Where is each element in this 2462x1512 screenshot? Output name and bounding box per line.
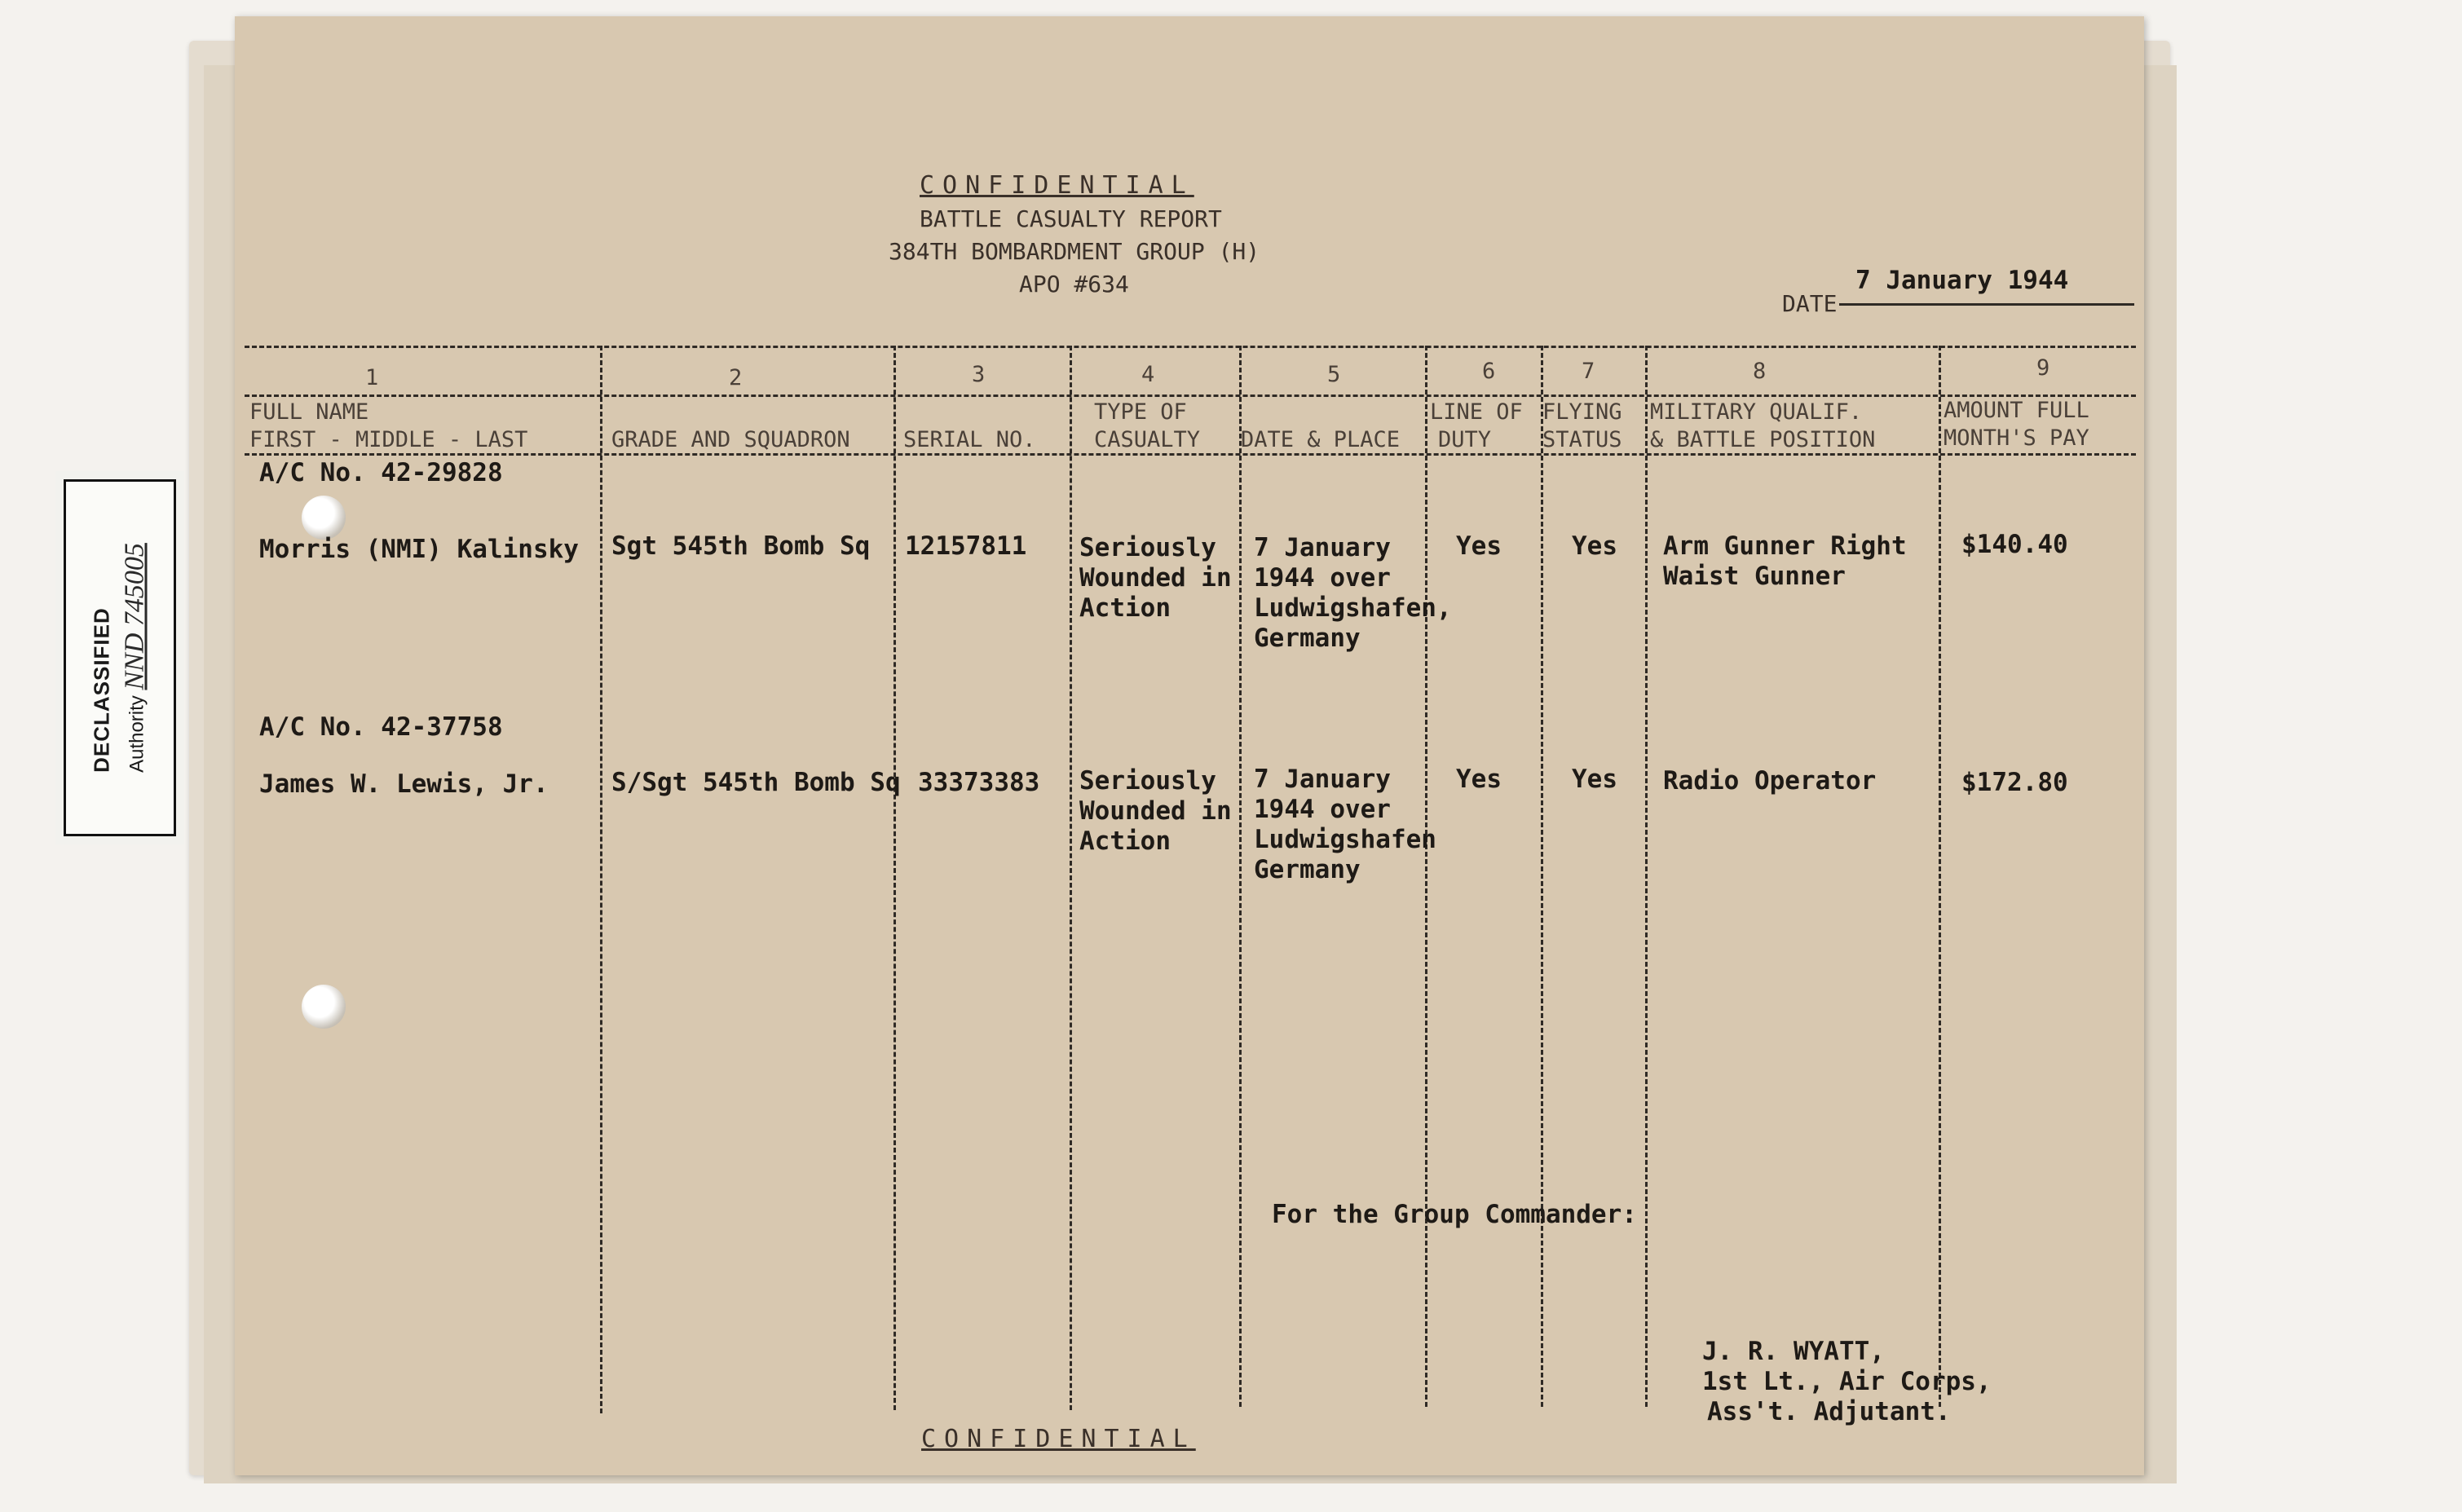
column-divider [1239,346,1242,1407]
date-place [1254,533,1452,654]
column-number: 8 [1753,359,1767,384]
punch-hole [302,496,346,540]
column-header-flying-sub: STATUS [1542,427,1622,452]
column-number: 4 [1141,362,1155,387]
line-of-duty: Yes [1456,765,1502,794]
stamp-authority-label: Authority [126,695,148,773]
casualty-line: Seriously [1079,766,1216,796]
line-of-duty: Yes [1456,531,1502,561]
date-place-line: Ludwigshafen [1254,825,1436,854]
casualty-type [1079,533,1232,624]
report-title: BATTLE CASUALTY REPORT [920,205,1222,232]
serial-number: 12157811 [905,531,1027,561]
apo-number: APO #634 [1019,271,1129,298]
column-header-flying: FLYING [1542,399,1622,425]
column-header-grade: GRADE AND SQUADRON [611,427,850,452]
column-number: 5 [1327,362,1341,387]
confidential-heading: CONFIDENTIAL [920,171,1194,200]
column-header-full-name-sub: FIRST - MIDDLE - LAST [249,427,528,452]
battle-position [1663,766,1876,796]
signer-title: Ass't. Adjutant. [1707,1397,1951,1426]
column-number: 6 [1482,359,1496,384]
battle-position-line: Radio Operator [1663,766,1877,796]
date-underline [1839,303,2134,306]
date-place-line: Germany [1254,624,1361,653]
battle-position-line: Arm Gunner Right [1663,531,1907,561]
date-place-line: 1944 over [1254,563,1391,593]
battle-position [1663,531,1907,592]
date-label: DATE [1782,290,1838,317]
signer-name: J. R. WYATT, [1702,1337,1885,1366]
stamp-label: DECLASSIFIED [89,607,114,773]
column-header-date-place: DATE & PLACE [1241,427,1401,452]
monthly-pay: $172.80 [1961,768,2068,797]
column-header-line-of-duty-sub: DUTY [1438,427,1492,452]
column-header-casualty: TYPE OF [1094,399,1187,425]
casualty-line: Wounded in [1079,563,1232,593]
date-place [1254,765,1436,885]
flying-status: Yes [1572,531,1617,561]
casualty-line: Wounded in [1079,796,1232,826]
full-name: Morris (NMI) Kalinsky [259,535,579,564]
casualty-line: Action [1079,827,1171,856]
column-header-pay-sub: MONTH'S PAY [1944,425,2089,451]
table-body-rule [245,453,2136,456]
aircraft-number: A/C No. 42-29828 [259,458,503,487]
column-header-line-of-duty: LINE OF [1430,399,1523,425]
flying-status: Yes [1572,765,1617,794]
punch-hole [302,985,346,1029]
full-name: James W. Lewis, Jr. [259,769,549,799]
report-page [235,16,2144,1475]
column-divider [1645,346,1648,1407]
column-divider [1541,346,1543,1407]
date-place-line: Germany [1254,855,1361,884]
aircraft-number: A/C No. 42-37758 [259,712,503,742]
casualty-line: Seriously [1079,533,1216,562]
grade-squadron: S/Sgt 545th Bomb Sq [611,768,901,797]
column-number: 7 [1582,359,1595,384]
monthly-pay: $140.40 [1961,530,2068,559]
signer-rank: 1st Lt., Air Corps, [1702,1367,1992,1396]
column-header-qualification-sub: & BATTLE POSITION [1650,427,1876,452]
column-header-serial: SERIAL NO. [903,427,1036,452]
column-header-pay: AMOUNT FULL [1944,398,2089,423]
for-group-commander: For the Group Commander: [1272,1200,1637,1229]
column-divider [1070,346,1072,1410]
date-place-line: Ludwigshafen, [1254,593,1452,623]
column-header-full-name: FULL NAME [249,399,369,425]
serial-number: 33373383 [918,768,1040,797]
date-place-line: 7 January [1254,533,1391,562]
stamp-authority [120,543,151,773]
column-number: 2 [729,365,743,390]
table-header-rule [245,395,2136,397]
column-number: 1 [365,365,379,390]
casualty-line: Action [1079,593,1171,623]
column-divider [1939,346,1941,1407]
grade-squadron: Sgt 545th Bomb Sq [611,531,871,561]
column-header-qualification: MILITARY QUALIF. [1650,399,1863,425]
battle-position-line: Waist Gunner [1663,562,1846,591]
date-place-line: 7 January [1254,765,1391,794]
date-place-line: 1944 over [1254,795,1391,824]
confidential-footer: CONFIDENTIAL [921,1425,1196,1453]
report-date: 7 January 1944 [1855,266,2069,295]
signature-block [1702,1337,1992,1427]
table-top-rule [245,346,2136,348]
stamp-authority-number: NND 745005 [119,543,150,690]
column-number: 3 [972,362,986,387]
column-number: 9 [2036,355,2050,381]
column-divider [600,346,602,1413]
declassified-stamp [64,479,176,836]
group-name: 384TH BOMBARDMENT GROUP (H) [889,238,1260,265]
column-divider [893,346,896,1410]
casualty-type [1079,766,1232,857]
column-header-casualty-sub: CASUALTY [1094,427,1201,452]
